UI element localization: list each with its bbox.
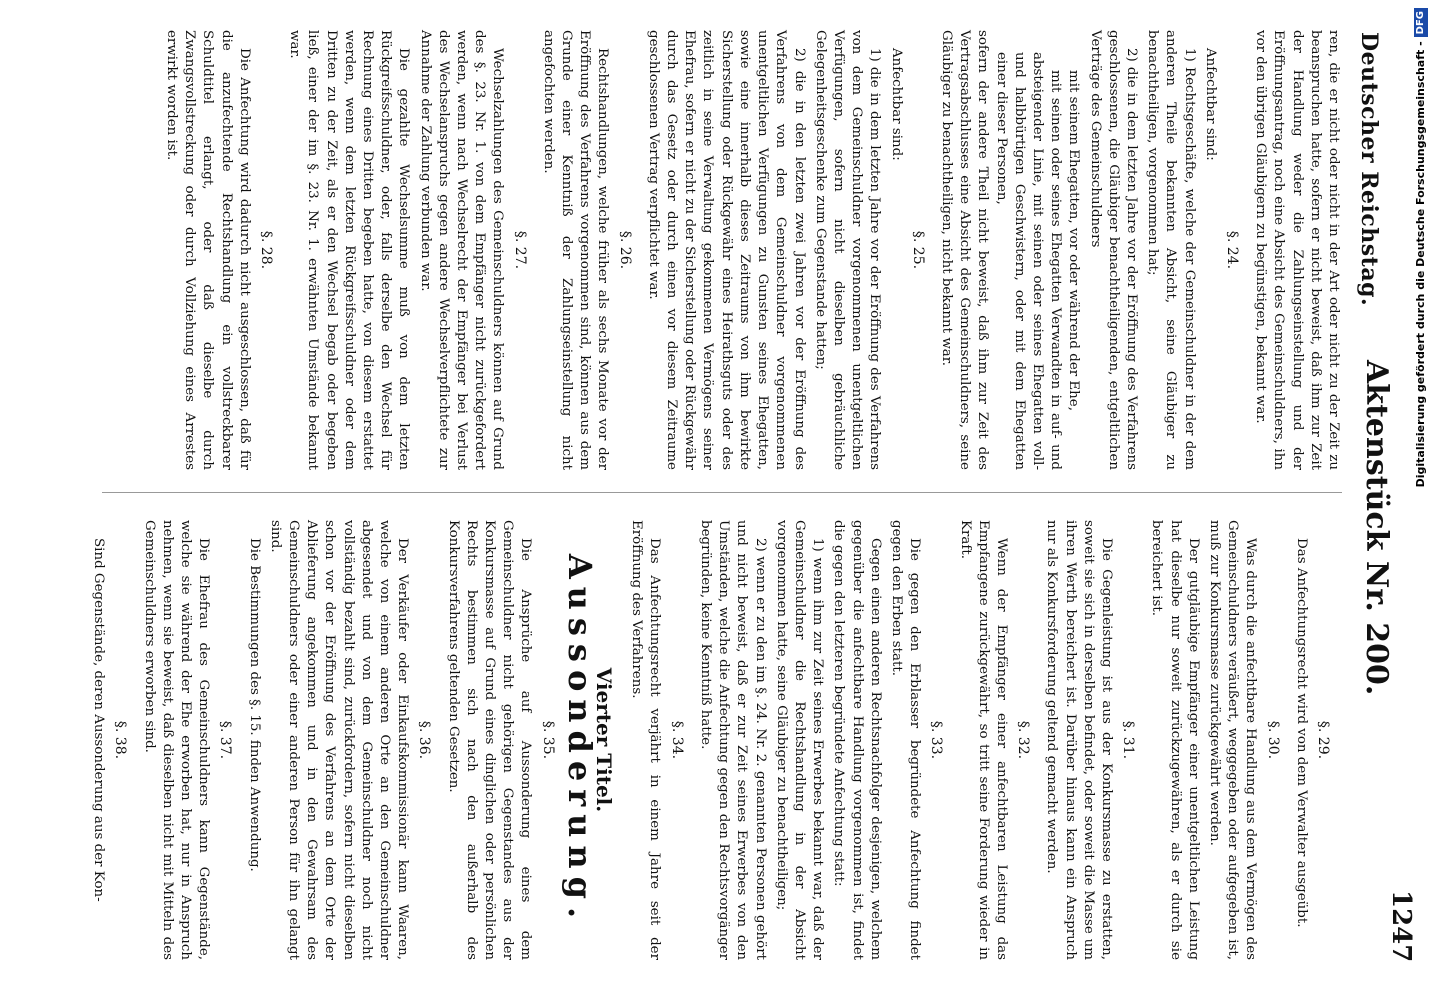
- list-item: 1) wenn ihm zur Zeit seines Erwerbes bekannt war, daß der Gemeinschuldner die Rechtshandlung in der Absicht vorgenommen hatte, seine Gläubiger zu benachtheiligen;: [773, 520, 826, 960]
- title-heading: Vierter Titel.: [592, 667, 617, 813]
- paragraph: Wenn der Empfänger einer anfechtbaren Leistung das Empfangene zurückgewährt, so tritt seine Forderung wieder in Kraft.: [957, 520, 1009, 960]
- column-divider: [102, 492, 1342, 493]
- section-heading: §. 29.: [1315, 720, 1331, 760]
- section-heading: §. 27.: [511, 230, 528, 270]
- section-heading: §. 37.: [217, 720, 234, 760]
- paragraph: Die gezahlte Wechselsumme muß von dem letzten Rückgreifsschuldner, oder, falls derselbe den Wechsel für Rechnung eines Dritten begeben hatte, von diesem erstattet werden, wenn dem letzten Rückgreifsschuldner oder dem Dritten zu der Zeit, als er den Wechsel begab oder begeben ließ, einer der im §. 23. Nr. 1. erwähnten Umstände bekannt war.: [287, 30, 412, 470]
- paragraph: Die Anfechtung wird dadurch nicht ausgeschlossen, daß für die anzufechtende Rechtshandlung ein vollstreckbarer Schuldtitel erlangt, oder daß dieselbe durch Zwangsvollstreckung oder durch Vollziehung eines Arrestes erwirkt worden ist.: [164, 30, 252, 470]
- paragraph: Der Verkäufer oder Einkaufskommissionär kann Waaren, welche von einem anderen Orte an den Gemeinschuldner abgesendet und von dem Gemeinschuldner noch nicht vollständig bezahlt sind, zurückfordern, sofern nicht dieselben schon vor der Eröffnung des Verfahrens an dem Orte der Ablieferung angekommen und in den Gewahrsam des Gemeinschuldners oder einer anderen Person für ihn gelangt sind.: [267, 520, 411, 960]
- header-left-title: Deutscher Reichstag.: [1356, 32, 1382, 307]
- paragraph: Das Anfechtungsrecht verjährt in einem Jahre seit der Eröffnung des Verfahrens.: [629, 520, 663, 960]
- paragraph: Anfechtbar sind:: [1202, 48, 1218, 161]
- dfg-logo-icon: DFG: [1414, 8, 1428, 37]
- left-column: [102, 30, 1342, 470]
- paragraph: Die Ehefrau des Gemeinschuldners kann Gegenstände, welche sie während der Ehe erworben hat, nur in Anspruch nehmen, wenn sie beweist, daß dieselben nicht mit Mitteln des Gemeinschuldners erworben sind.: [141, 520, 212, 960]
- section-heading: §. 24.: [1223, 230, 1240, 270]
- paragraph: Was durch die anfechtbare Handlung aus dem Vermögen des Gemeinschuldners veräußert, weggegeben oder aufgegeben ist, muß zur Konkursmasse zurückgewährt werden.: [1206, 520, 1259, 960]
- paragraph: Die gegen den Erblasser begründete Anfechtung findet gegen den Erben statt.: [888, 520, 923, 960]
- section-heading: §. 35.: [539, 720, 556, 760]
- credit-text-line: [1406, 8, 1436, 992]
- paragraph: Rechtshandlungen, welche früher als sechs Monate vor der Eröffnung des Verfahrens vorgenommen sind, können aus dem Grunde einer Kenntniß der Zahlungseinstellung nicht angefochten werden.: [540, 30, 611, 470]
- section-heading: §. 30.: [1264, 720, 1281, 760]
- list-item: 2) die in dem letzten Jahre vor der Eröffnung des Verfahrens geschlossenen, die Gläubiger benachtheiligenden, entgeltlichen Verträge des Gemeinschuldners: [1087, 30, 1139, 470]
- list-item: 2) wenn er zu den im §. 24. Nr. 2. genannten Personen gehört und nicht beweist, daß er zur Zeit seines Erwerbes von den Umständen, welche die Anfechtung gegen den Rechtsvorgänger begründen, keine Kenntniß hatte.: [697, 520, 768, 960]
- list-item: 1) die in dem letzten Jahre vor der Eröffnung des Verfahrens von dem Gemeinschuldner vorgenommenen unentgeltlichen Verfügungen, sofern nicht dieselben gebräuchliche Gelegenheitsgeschenke zum Gegenstande hatten;: [812, 30, 883, 470]
- credit-text: Digitalisierung gefördert durch die Deutsche Forschungsgemeinschaft -: [1414, 41, 1427, 488]
- paragraph: Die Ansprüche auf Aussonderung eines dem Gemeinschuldner nicht gehörigen Gegenstandes aus der Konkursmasse auf Grund eines dinglichen oder persönlichen Rechts bestimmen sich nach den außerhalb des Konkursverfahrens geltenden Gesetzen.: [445, 520, 534, 960]
- section-heading: §. 26.: [616, 230, 633, 270]
- section-heading: §. 32.: [1015, 720, 1032, 760]
- section-heading: §. 38.: [112, 720, 129, 760]
- paragraph: sofern der andere Theil nicht beweist, daß ihm zur Zeit des Vertragsabschlusses eine Absicht des Gemeinschuldners, seine Gläubiger zu benachtheiligen, nicht bekannt war.: [938, 30, 991, 470]
- section-heading: §. 36.: [416, 720, 433, 760]
- paragraph: Gegen einen anderen Rechtsnachfolger desjenigen, welchem gegenüber die anfechtbare Handlung vorgenommen ist, findet die gegen den letzteren begründete Anfechtung statt:: [831, 520, 883, 960]
- paragraph: Das Anfechtungsrecht wird von dem Verwalter ausgeübt.: [1293, 538, 1309, 928]
- list-subitem: mit seinen oder seines Ehegatten Verwandten in auf- und absteigender Linie, mit seinen oder seines Ehegatten voll- und halbbürtigen Geschwistern, oder mit dem Ehegatten einer dieser Personen,: [993, 52, 1064, 470]
- section-heading: §. 28.: [258, 230, 275, 270]
- section-heading: §. 31.: [1120, 720, 1137, 760]
- header-center-title: Aktenstück Nr. 200.: [1359, 360, 1394, 696]
- paragraph: Die Gegenleistung ist aus der Konkursmasse zu erstatten, soweit sie sich in derselben befindet, oder soweit die Masse um ihren Werth bereichert ist. Darüber hinaus kann ein Anspruch nur als Konkursforderung geltend gemacht werden.: [1044, 520, 1114, 960]
- section-heading: §. 33.: [928, 720, 945, 760]
- title-main: Aussonderung.: [560, 553, 599, 927]
- section-heading: §. 25.: [909, 230, 926, 270]
- page-number: 1247: [1386, 890, 1416, 963]
- paragraph: Anfechtbar sind:: [888, 48, 904, 161]
- paragraph: ren, die er nicht oder nicht in der Art oder nicht zu der Zeit zu beanspruchen hatte, sofern er nicht beweist, daß ihm zur Zeit der Handlung weder die Zahlungseinstellung und der Eröffnungsantrag, noch eine Absicht des Gemeinschuldners, ihn vor den übrigen Gläubigern zu begünstigen, bekannt war.: [1253, 30, 1341, 470]
- list-item: 1) Rechtsgeschäfte, welche der Gemeinschuldner in der dem anderen Theile bekannten Absicht, seine Gläubiger zu benachtheiligen, vorgenommen hat;: [1145, 30, 1197, 470]
- paragraph: Wechselzahlungen des Gemeinschuldners können auf Grund des §. 23. Nr. 1. von dem Empfänger nicht zurückgefordert werden, wenn nach Wechselrecht der Empfänger bei Verlust des Wechselanspruchs gegen andere Wechselverpflichtete zur Annahme der Zahlung verbunden war.: [417, 30, 506, 470]
- right-column: [91, 520, 1342, 960]
- paragraph: Die Bestimmungen des §. 15. finden Anwendung.: [246, 538, 262, 872]
- paragraph: Der gutgläubige Empfänger einer unentgeltlichen Leistung hat dieselbe nur soweit zurückzugewähren, als er durch sie bereichert ist.: [1149, 520, 1201, 960]
- list-subitem: mit seinem Ehegatten, vor oder während der Ehe,: [1066, 70, 1082, 411]
- section-heading: §. 34.: [668, 720, 685, 760]
- digitization-credit: [1400, 8, 1430, 992]
- list-item: 2) die in den letzten zwei Jahren vor der Eröffnung des Verfahrens von dem Gemeinschuldner vorgenommenen unentgeltlichen Verfügungen zu Gunsten seines Ehegatten, sowie eine innerhalb dieses Zeitraums von ihm bewirkte Sicherstellung oder Rückgewähr eines Heirathsguts oder des zeitlich in seine Verwaltung gekommenen Vermögens seiner Ehefrau, sofern er nicht zu der Sicherstellung oder Rückgewähr durch das Gesetz oder durch einen vor diesem Zeitraume geschlossenen Vertrag verpflichtet war.: [645, 30, 807, 470]
- paragraph: Sind Gegenstände, deren Aussonderung aus der Kon-: [91, 538, 107, 902]
